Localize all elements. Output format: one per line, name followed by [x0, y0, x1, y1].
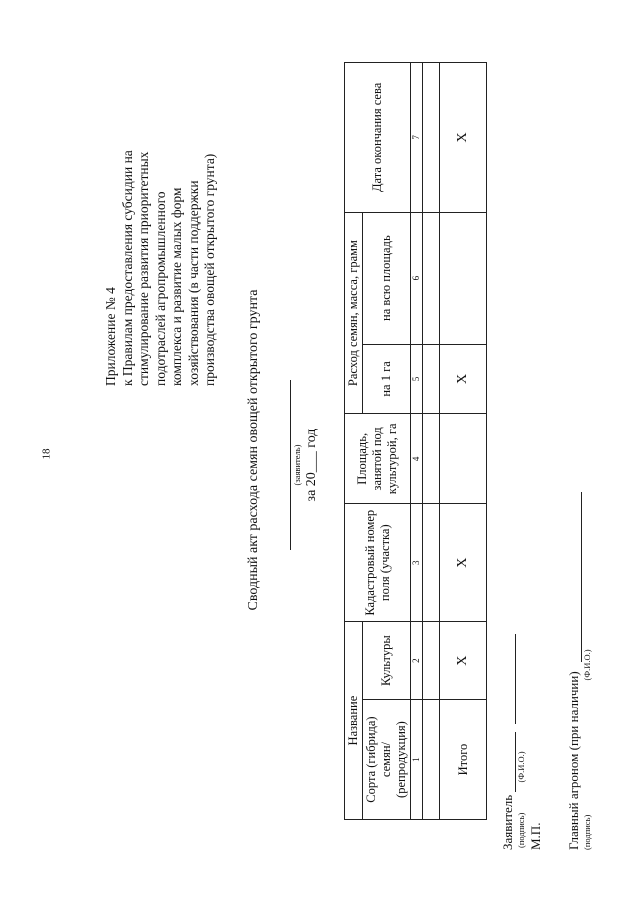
x-mark: X	[440, 622, 487, 700]
table-cell	[423, 212, 440, 344]
area-header: Площадь, занятой под культурой, га	[345, 414, 411, 504]
column-number: 2	[411, 622, 423, 700]
table-cell	[440, 212, 487, 344]
table-cell	[423, 700, 440, 820]
column-number: 7	[411, 63, 423, 213]
seed-consumption-table	[344, 62, 487, 820]
appendix-line: хозяйствования (в части поддержки	[185, 180, 201, 386]
table-cell	[423, 344, 440, 414]
crop-header: Культуры	[363, 622, 411, 700]
name-group-header: Название	[345, 622, 363, 820]
column-number: 6	[411, 212, 423, 344]
x-mark: X	[440, 63, 487, 213]
table-row	[423, 63, 440, 820]
table-cell	[423, 622, 440, 700]
table-cell	[440, 414, 487, 504]
agronomist-label: Главный агроном (при наличии)	[566, 671, 581, 850]
name-line	[515, 634, 516, 724]
rotated-page-content	[40, 20, 620, 880]
column-number: 4	[411, 414, 423, 504]
agronomist-line	[581, 492, 582, 662]
table-cell	[423, 504, 440, 622]
year-line: за 20___ год	[304, 428, 319, 502]
agronomist-signature-block	[566, 492, 592, 850]
variety-header: Сорта (гибрида) семян/ (репродукция)	[363, 700, 411, 820]
page-number: 18	[40, 448, 53, 460]
name-caption: (Ф.И.О.)	[582, 649, 592, 681]
applicant-signature-block	[500, 634, 544, 850]
appendix-line: подотраслей агропромышленного	[152, 191, 168, 386]
total-row	[440, 63, 487, 820]
signature-caption: (подпись)	[582, 814, 592, 850]
column-number: 3	[411, 504, 423, 622]
appendix-line: производства овощей открытого грунта)	[202, 153, 217, 386]
table-cell	[423, 63, 440, 213]
appendix-line: Приложение № 4	[103, 287, 118, 386]
x-mark: X	[440, 504, 487, 622]
table-cell	[423, 414, 440, 504]
appendix-line: стимулирование развития приоритетных	[136, 151, 151, 386]
column-number-row	[411, 63, 423, 820]
appendix-line: комплекса и развитие малых форм	[169, 187, 184, 386]
appendix-header	[103, 86, 219, 386]
per-ha-header: на 1 га	[363, 344, 411, 414]
applicant-label: Заявитель	[500, 794, 515, 850]
column-number: 5	[411, 344, 423, 414]
applicant-caption: (заявитель)	[292, 444, 302, 486]
document-title: Сводный акт расхода семян овощей открытого грунта	[246, 289, 261, 611]
total-area-header: на всю площадь	[363, 212, 411, 344]
appendix-line: к Правилам предоставления субсидии на	[119, 150, 135, 386]
applicant-blank-line	[272, 380, 291, 550]
cadastral-header: Кадастровый номер поля (участка)	[345, 504, 411, 622]
end-date-header: Дата окончания сева	[345, 63, 411, 213]
name-caption: (Ф.И.О.)	[516, 751, 526, 783]
column-number: 1	[411, 700, 423, 820]
total-label: Итого	[440, 700, 487, 820]
seal-label: М.П.	[528, 822, 543, 850]
seed-group-header: Расход семян, масса, грамм	[345, 212, 363, 414]
signature-caption: (подпись)	[516, 812, 526, 848]
x-mark: X	[440, 344, 487, 414]
